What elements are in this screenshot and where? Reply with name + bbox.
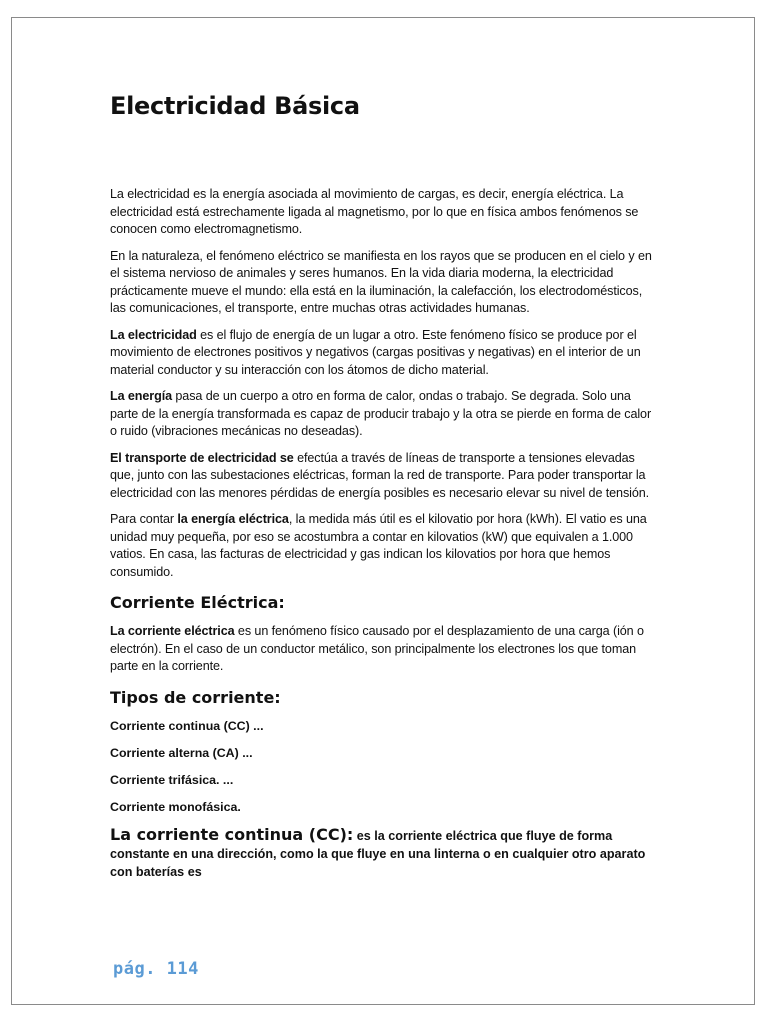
paragraph-text: En la naturaleza, el fenómeno eléctrico se manifiesta en los rayos que se producen en el cielo y en el sistema nervioso de animales y seres humanos. En la vida diaria moderna, la electricidad prácticamente mueve el mundo: ella está en la iluminación, la calefacción, los electrodomésticos, las comunicaciones, el transporte, entre muchas otras actividades humanas.	[110, 248, 652, 315]
list-item-current-type: Corriente trifásica. ...	[110, 772, 234, 787]
paragraph-current	[110, 623, 658, 676]
paragraph-energy	[110, 388, 658, 441]
paragraph-text: es el flujo de energía de un lugar a otro. Este fenómeno físico se produce por el movimiento de electrones positivos y negativos (cargas positivas y negativas) en el interior de un material conductor y su interacción con los átomos de dicho material.	[110, 327, 641, 377]
list-item-current-type: Corriente monofásica.	[110, 799, 241, 814]
paragraph-bold-term: La corriente eléctrica	[110, 624, 235, 638]
paragraph-text: La electricidad es la energía asociada al movimiento de cargas, es decir, energía eléctrica. La electricidad está estrechamente ligada al magnetismo, por lo que en física ambos fenómenos se conocen como electromagnetismo.	[110, 187, 639, 236]
paragraph-lead-text: Para contar	[110, 512, 178, 526]
paragraph-electricity-definition	[110, 327, 658, 380]
paragraph-text: es la corriente eléctrica que fluye de forma constante en una dirección, como la que fluye en una linterna o en cualquier otro aparato con baterías es	[110, 828, 646, 879]
section-heading-types: Tipos de corriente:	[110, 687, 281, 707]
paragraph-intro	[110, 186, 658, 239]
paragraph-text: pasa de un cuerpo a otro en forma de calor, ondas o trabajo. Se degrada. Solo una parte de la energía transformada es capaz de producir trabajo y la otra se pierde en forma de calor o ruido (vibraciones mecánicas no deseadas).	[110, 389, 652, 438]
section-heading-current: Corriente Eléctrica:	[110, 593, 285, 612]
paragraph-direct-current	[110, 826, 658, 881]
paragraph-nature	[110, 248, 658, 318]
document-title: Electricidad Básica	[110, 92, 360, 120]
paragraph-bold-term: La electricidad	[110, 327, 197, 342]
paragraph-text: , la medida más útil es el kilovatio por hora (kWh). El vatio es una unidad muy pequeña, por eso se acostumbra a contar en kilovatios (kW) que equivalen a 1.000 vatios. En casa, las facturas de electricidad y gas indican los kilovatios por hora que hemos consumido.	[110, 512, 647, 579]
page-content	[110, 88, 658, 881]
document-page	[11, 17, 755, 1005]
page-number: pág. 114	[113, 959, 199, 979]
direct-current-heading: La corriente continua (CC):	[110, 824, 354, 844]
list-item-current-type: Corriente alterna (CA) ...	[110, 745, 253, 760]
paragraph-text: efectúa a través de líneas de transporte a tensiones elevadas que, junto con las subestaciones eléctricas, forman la red de transporte. Para poder transportar la electricidad con las menores pérdidas de energía posibles es necesario elevar su nivel de tensión.	[110, 450, 650, 500]
paragraph-bold-term: La energía	[110, 389, 172, 403]
paragraph-bold-term: El transporte de electricidad se	[110, 450, 294, 465]
paragraph-energy-measure	[110, 511, 658, 581]
paragraph-text: es un fenómeno físico causado por el desplazamiento de una carga (ión o electrón). En el caso de un conductor metálico, son principalmente los electrones los que toman parte en la corriente.	[110, 624, 644, 673]
list-item-current-type: Corriente continua (CC) ...	[110, 718, 264, 733]
paragraph-bold-term: la energía eléctrica	[177, 512, 289, 526]
paragraph-transport	[110, 450, 658, 503]
